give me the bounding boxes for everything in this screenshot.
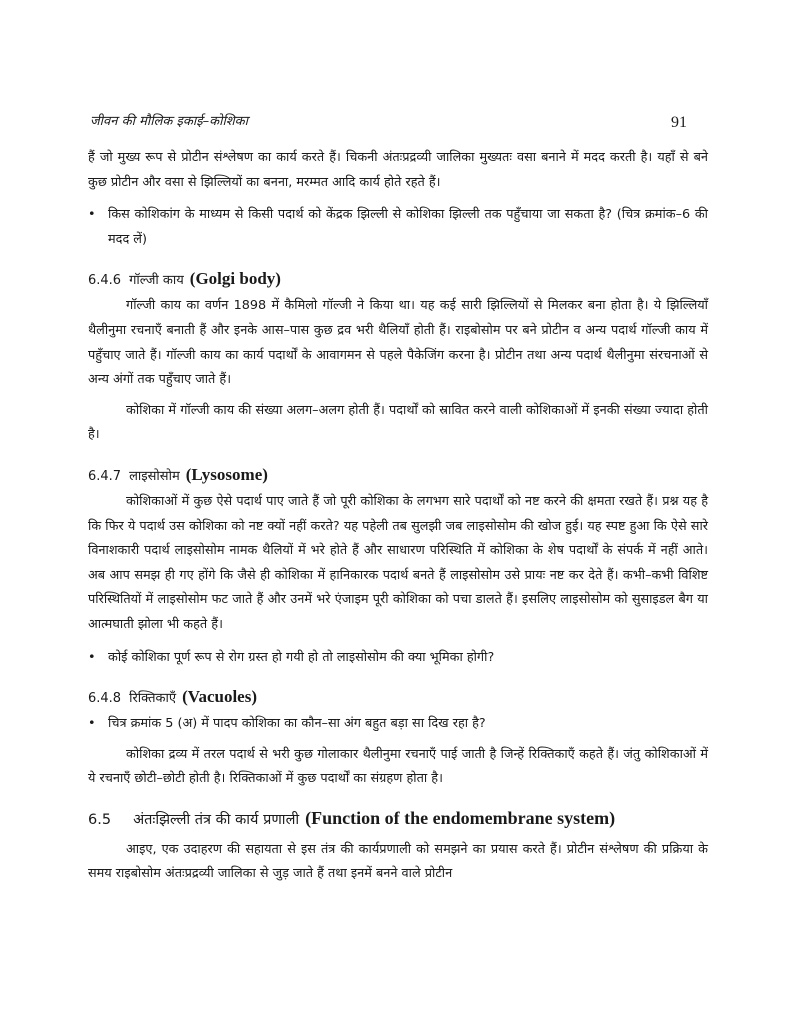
golgi-paragraph-2: कोशिका में गॉल्जी काय की संख्या अलग–अलग होती हैं। पदार्थों को स्रावित करने वाली कोशिकाओं में इनकी संख्या ज्यादा होती है। [88,402,708,443]
bullet-icon: • [88,207,96,223]
question-bullet-vacuoles [88,712,708,737]
bullet-icon: • [88,716,96,732]
section-title-english: (Vacuoles) [182,687,257,707]
section-title-english: (Golgi body) [189,269,281,289]
section-heading-endomembrane [88,806,708,832]
section-title-hindi: अंतःझिल्ली तंत्र की कार्य प्रणाली [133,811,300,828]
section-title-english: (Lysosome) [185,464,268,484]
golgi-paragraph-1: गॉल्जी काय का वर्णन 1898 में कैमिलो गॉल्जी ने किया था। यह कई सारी झिल्लियों से मिलकर बना होता है। ये झिल्लियाँ थैलीनुमा रचनाएँ बनाती हैं और इनके आस–पास कुछ द्रव भरी थैलियाँ होती हैं। राइबोसोम पर बने प्रोटीन व अन्य पदार्थ गॉल्जी काय में पहुँचाए जाते हैं। गॉल्जी काय का कार्य पदार्थों के आवागमन से पहले पैकेजिंग करना है। प्रोटीन तथा अन्य पदार्थ थैलीनुमा संरचनाओं से अन्य अंगों तक पहुँचाए जाते हैं। [88,298,708,388]
bullet-icon: • [88,649,96,665]
section-number: 6.5 [88,811,112,828]
section-heading-golgi [88,268,708,292]
section-heading-vacuoles [88,686,708,710]
lysosome-paragraph-1: कोशिकाओं में कुछ ऐसे पदार्थ पाए जाते हैं जो पूरी कोशिका के लगभग सारे पदार्थों को नष्ट करने की क्षमता रखते हैं। प्रश्न यह है कि फिर ये पदार्थ उस कोशिका को नष्ट क्यों नहीं करते? यह पहेली तब सुलझी जब लाइसोसोम की खोज हुई। यह स्पष्ट हुआ कि ऐसे सारे विनाशकारी पदार्थ लाइसोसोम नामक थैलियों में भरे होते हैं और साधारण परिस्थिति में कोशिका के शेष पदार्थों के संपर्क में नहीं आते। अब आप समझ ही गए होंगे कि जैसे ही कोशिका में हानिकारक पदार्थ बनते हैं लाइसोसोम उसे प्रायः नष्ट कर देते हैं। कभी–कभी विशिष्ट परिस्थितियों में लाइसोसोम फट जाते हैं और उनमें भरे एंजाइम पूरी कोशिका को पचा डालते हैं। इसलिए लाइसोसोम को सुसाइडल बैग या आत्मघाती झोला भी कहते हैं। [88,493,709,632]
vacuoles-paragraph-1: कोशिका द्रव्य में तरल पदार्थ से भरी कुछ गोलाकार थैलीनुमा रचनाएँ पाई जाती है जिन्हें रिक्तिकाएँ कहते हैं। जंतु कोशिकाओं में ये रचनाएँ छोटी–छोटी होती है। रिक्तिकाओं में कुछ पदार्थों का संग्रहण होता है। [88,746,708,787]
endomembrane-paragraph-1: आइए, एक उदाहरण की सहायता से इस तंत्र की कार्यप्रणाली को समझने का प्रयास करते हैं। प्रोटीन संश्लेषण की प्रक्रिया के समय राइबोसोम अंतःप्रद्रव्यी जालिका से जुड़ जाते हैं तथा इनमें बनने वाले प्रोटीन [88,841,708,882]
section-number: 6.4.6 [88,273,122,289]
question-bullet-organelle [88,203,708,252]
page-number: 91 [671,114,687,131]
running-title: जीवन की मौलिक इकाई–कोशिका [90,114,249,129]
intro-paragraph: हैं जो मुख्य रूप से प्रोटीन संश्लेषण का कार्य करते हैं। चिकनी अंतःप्रद्रव्यी जालिका मुख्यतः वसा बनाने में मदद करती है। यहाँ से बने कुछ प्रोटीन और वसा से झिल्लियों का बनना, मरम्मत आदि कार्य होते रहते हैं। [88,150,708,190]
section-title-hindi: गॉल्जी काय [129,273,184,289]
section-title-hindi: लाइसोसोम [129,468,180,484]
section-heading-lysosome [88,464,708,488]
section-title-hindi: रिक्तिकाएँ [129,691,177,707]
section-number: 6.4.7 [88,468,122,484]
question-text: किस कोशिकांग के माध्यम से किसी पदार्थ को केंद्रक झिल्ली से कोशिका झिल्ली तक पहुँचाया जा सकता है? (चित्र क्रमांक–6 की मदद लें) [108,207,708,247]
question-text: कोई कोशिका पूर्ण रूप से रोग ग्रस्त हो गयी हो तो लाइसोसोम की क्या भूमिका होगी? [108,649,495,665]
question-bullet-lysosome [88,646,708,671]
section-title-english: (Function of the endomembrane system) [305,807,616,828]
page-content [88,146,708,887]
section-number: 6.4.8 [88,691,122,707]
question-text: चित्र क्रमांक 5 (अ) में पादप कोशिका का कौन–सा अंग बहुत बड़ा सा दिख रहा है? [108,716,486,732]
